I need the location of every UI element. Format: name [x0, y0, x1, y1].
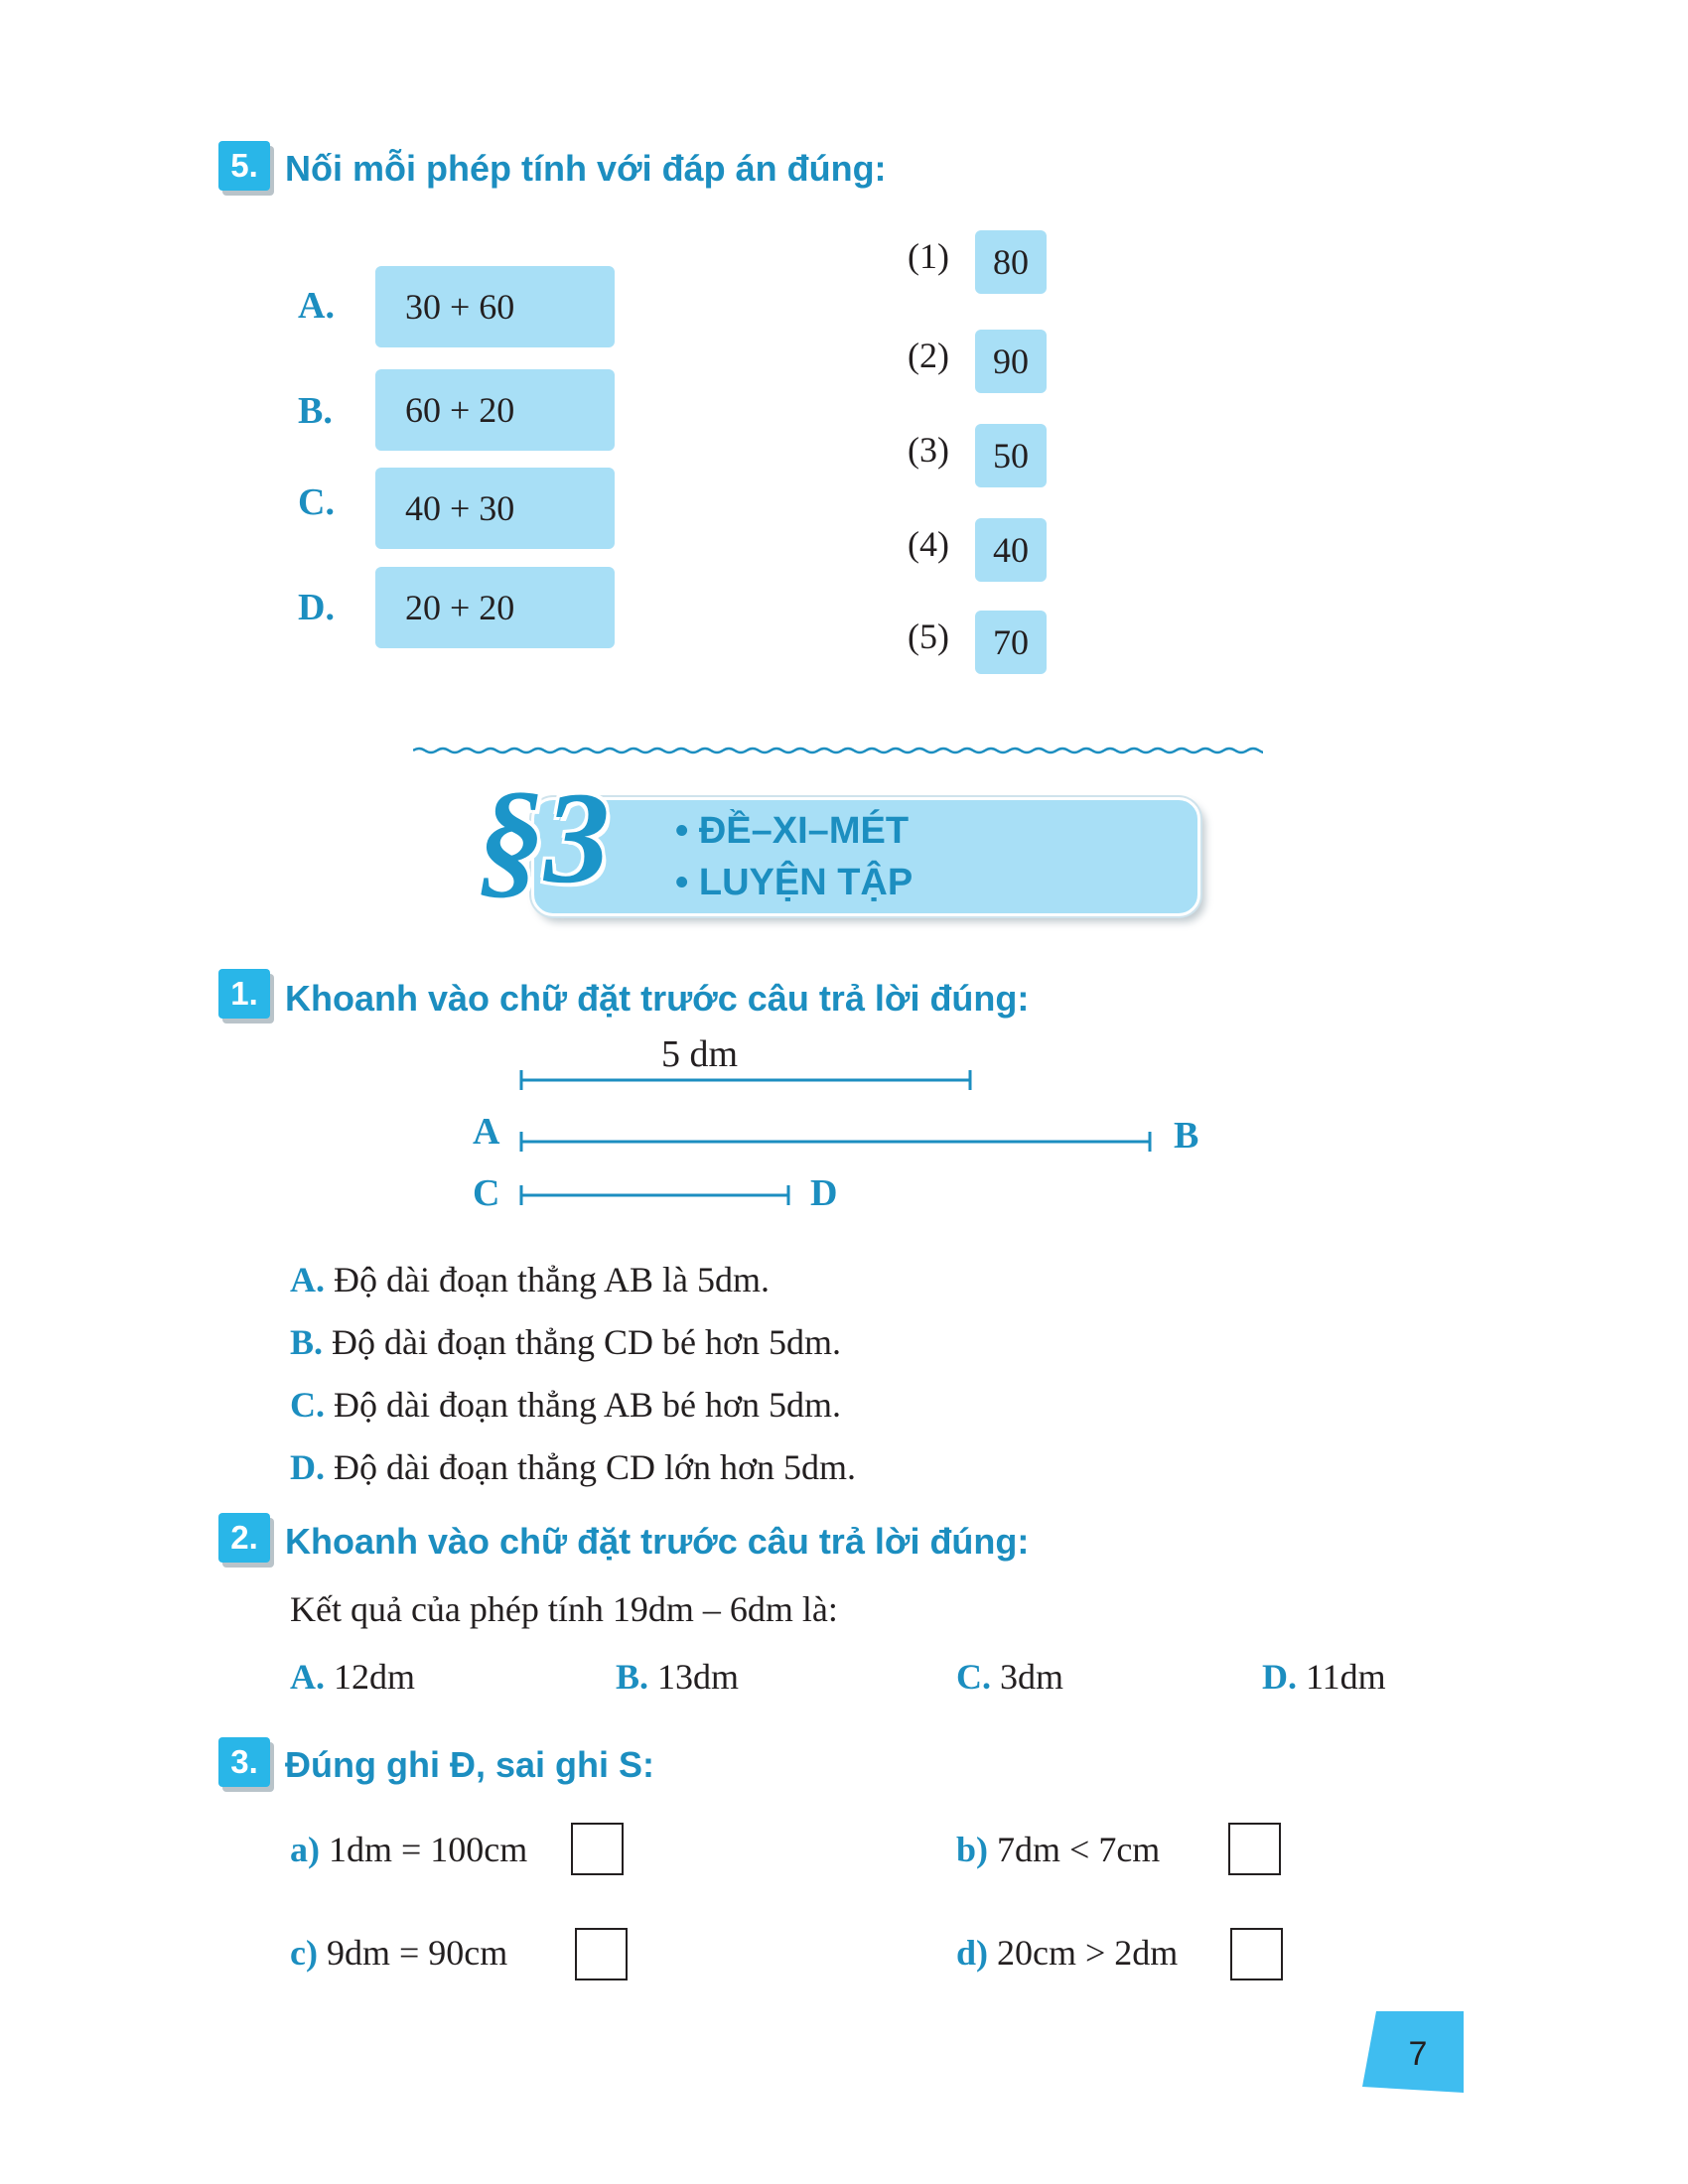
option-letter: D. [290, 1447, 325, 1487]
point-label-b: B [1174, 1115, 1199, 1157]
statement-c [290, 1932, 507, 1974]
question-prompt: Kết quả của phép tính 19dm – 6dm là: [290, 1589, 838, 1629]
option-text: Độ dài đoạn thẳng CD lớn hơn 5dm. [334, 1447, 857, 1487]
question-number-badge: 2. [218, 1513, 270, 1563]
option-text: Độ dài đoạn thẳng AB là 5dm. [334, 1260, 770, 1299]
option-letter-b: B. [298, 390, 333, 432]
statement-letter: b) [956, 1830, 989, 1869]
expression-box-d[interactable]: 20 + 20 [375, 567, 615, 648]
statement-text: 1dm = 100cm [329, 1830, 528, 1869]
answer-box-4[interactable]: 40 [975, 518, 1047, 582]
option-letter: A. [290, 1657, 325, 1697]
option-text: 12dm [334, 1657, 416, 1697]
question-number-badge: 5. [218, 141, 270, 191]
answer-label-5: (5) [908, 616, 949, 656]
option-letter: A. [290, 1260, 325, 1299]
expression-box-c[interactable]: 40 + 30 [375, 468, 615, 549]
section-topic-2: • LUYỆN TẬP [675, 862, 914, 903]
question-title: Đúng ghi Đ, sai ghi S: [285, 1744, 654, 1785]
answer-option-d[interactable] [1262, 1656, 1386, 1698]
point-label-d: D [810, 1172, 838, 1214]
option-letter-d: D. [298, 587, 335, 628]
option-text: 13dm [657, 1657, 740, 1697]
section-number: §3 [479, 764, 610, 910]
statement-text: 20cm > 2dm [997, 1933, 1179, 1973]
option-letter: D. [1262, 1657, 1297, 1697]
page-number: 7 [1408, 2035, 1428, 2073]
segment-diagram [496, 1062, 1192, 1221]
statement-letter: a) [290, 1830, 320, 1869]
expression-box-b[interactable]: 60 + 20 [375, 369, 615, 451]
answer-option-c[interactable] [956, 1656, 1063, 1698]
expression-box-a[interactable]: 30 + 60 [375, 266, 615, 347]
ruler-length-label: 5 dm [661, 1033, 739, 1075]
option-text: 3dm [1000, 1657, 1064, 1697]
option-letter-c: C. [298, 481, 335, 523]
answer-option-c[interactable] [290, 1384, 841, 1426]
option-text: Độ dài đoạn thẳng CD bé hơn 5dm. [332, 1322, 841, 1362]
statement-b [956, 1829, 1160, 1870]
option-letter: B. [290, 1322, 324, 1362]
answer-label-2: (2) [908, 336, 949, 375]
answer-option-d[interactable] [290, 1446, 856, 1488]
statement-a [290, 1829, 527, 1870]
answer-box-1[interactable]: 80 [975, 230, 1047, 294]
answer-label-3: (3) [908, 430, 949, 470]
answer-box-b[interactable] [1228, 1823, 1281, 1875]
answer-option-b[interactable] [616, 1656, 739, 1698]
question-title: Khoanh vào chữ đặt trước câu trả lời đúng: [285, 1521, 1030, 1562]
question-number-badge: 1. [218, 969, 270, 1019]
option-letter: C. [956, 1657, 991, 1697]
point-label-a: A [473, 1111, 500, 1153]
answer-box-3[interactable]: 50 [975, 424, 1047, 487]
option-letter: C. [290, 1385, 325, 1425]
option-letter-a: A. [298, 285, 335, 327]
answer-label-4: (4) [908, 524, 949, 564]
answer-option-b[interactable] [290, 1321, 841, 1363]
answer-box-d[interactable] [1230, 1928, 1283, 1980]
question-title: Khoanh vào chữ đặt trước câu trả lời đúng: [285, 978, 1030, 1019]
answer-box-c[interactable] [575, 1928, 628, 1980]
statement-letter: d) [956, 1933, 989, 1973]
option-text: Độ dài đoạn thẳng AB bé hơn 5dm. [334, 1385, 841, 1425]
question-title: Nối mỗi phép tính với đáp án đúng: [285, 148, 887, 189]
statement-d [956, 1932, 1178, 1974]
answer-label-1: (1) [908, 236, 949, 276]
option-letter: B. [616, 1657, 649, 1697]
statement-letter: c) [290, 1933, 318, 1973]
statement-text: 7dm < 7cm [997, 1830, 1161, 1869]
question-number-badge: 3. [218, 1737, 270, 1787]
page-number-tab [1362, 2011, 1464, 2093]
answer-box-5[interactable]: 70 [975, 611, 1047, 674]
wavy-divider [413, 739, 1263, 762]
statement-text: 9dm = 90cm [326, 1933, 508, 1973]
answer-option-a[interactable] [290, 1259, 770, 1300]
answer-option-a[interactable] [290, 1656, 415, 1698]
section-topic-1: • ĐỀ–XI–MÉT [675, 810, 910, 852]
point-label-c: C [473, 1172, 500, 1214]
answer-box-2[interactable]: 90 [975, 330, 1047, 393]
option-text: 11dm [1306, 1657, 1386, 1697]
answer-box-a[interactable] [571, 1823, 624, 1875]
